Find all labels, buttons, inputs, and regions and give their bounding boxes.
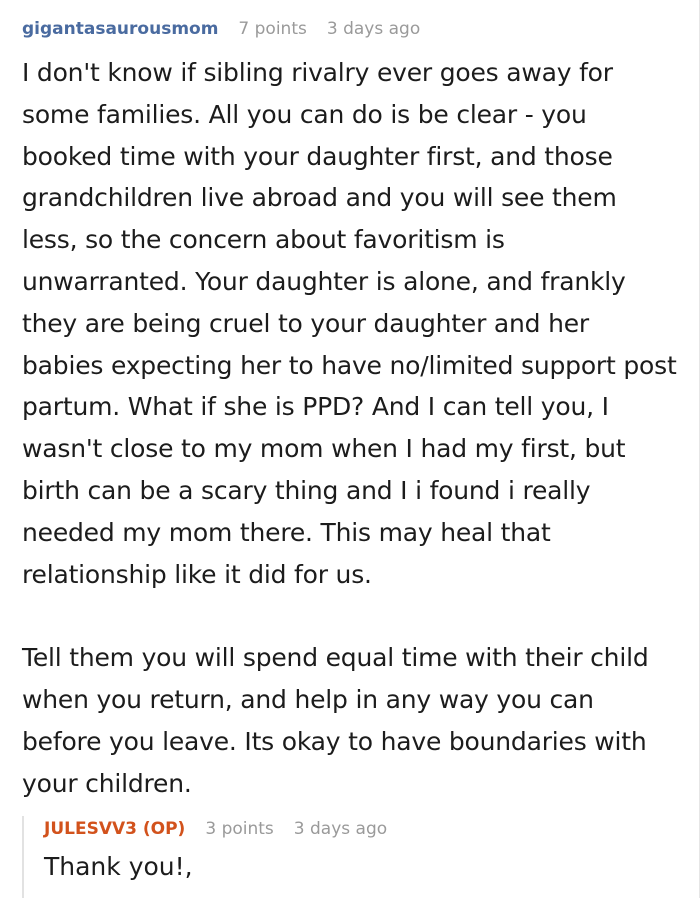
comment-timestamp: 3 days ago [326, 19, 421, 39]
comment-meta [22, 16, 677, 42]
comment-points: 7 points [238, 19, 307, 39]
comment-paragraph-1: I don't know if sibling rivalry ever goes away for some families. All you can do is be clear - you booked time with your daughter first, and those grandchildren live abroad and you will see them less, so the concern about favoritism is unwarranted. Your daughter is alone, and frankly they are being cruel to your daughter and her babies expecting her to have no/limited support post partum. What if she is PPD? And I can tell you, I wasn't close to my mom when I had my first, but birth can be a scary thing and I i found i really needed my mom there. This may heal that relationship like it did for us. [22, 58, 677, 589]
reply-username[interactable]: JULESVV3 (OP) [44, 819, 186, 839]
reply-timestamp: 3 days ago [293, 819, 388, 839]
reply-points: 3 points [205, 819, 274, 839]
reply-meta [44, 816, 678, 842]
comment-paragraph-2: Tell them you will spend equal time with their child when you return, and help in any way you can before you leave. Its okay to have boundaries with your children. [22, 643, 649, 798]
reply-thread [22, 816, 678, 898]
comment-username[interactable]: gigantasaurousmom [22, 19, 219, 39]
reply-body: Thank you!, [44, 852, 193, 881]
comment-body [22, 52, 677, 804]
